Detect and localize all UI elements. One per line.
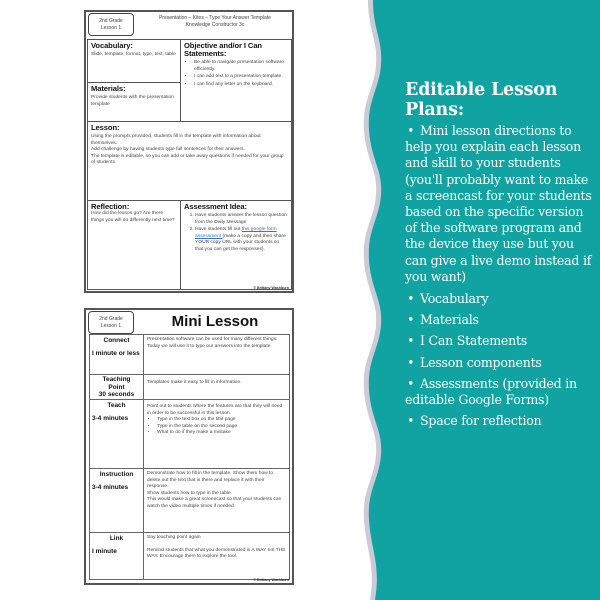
objective-section (180, 39, 292, 122)
reflection-text: How did the lesson go? Are there things you will do differently next time? (91, 211, 175, 223)
feature-label: I Can Statements (420, 333, 527, 349)
row-content: Presentation software can be used for many different things. Today we will use it to type our answers into the template. (147, 337, 278, 349)
lesson-heading: Lesson: (91, 123, 120, 132)
row-content (144, 469, 289, 532)
lesson-line: Add challenge by having students type full sentences for their answers. (91, 147, 245, 153)
row-content (144, 400, 289, 468)
assessment-list (184, 213, 288, 254)
feature-label: Assessments (provided in editable Google Forms) (405, 375, 577, 408)
materials-text: Provide students with the presentation template (91, 95, 174, 107)
objective-item: • Be able to navigate presentation software efficiently. (194, 60, 288, 73)
lesson-plan-header (138, 15, 292, 29)
bullet-icon: • (407, 123, 415, 138)
row-duration: 3-4 minutes (92, 483, 129, 491)
objective-item: • I can add text to a presentation template. (194, 74, 288, 81)
vocabulary-text: Slide, template, format, type, text, table (91, 52, 176, 57)
row-bullet: • Type in the table on the second page (157, 424, 286, 431)
row-bullets (147, 417, 286, 437)
lesson-line: The template is editable, so you can add or take away questions if needed for your group of students. (91, 153, 284, 166)
lesson-standard: Knowledge Constructor 3c (185, 22, 245, 28)
materials-heading: Materials: (91, 84, 126, 93)
grade-label: 2nd Grade (99, 316, 123, 322)
row-duration: 30 seconds (98, 391, 135, 398)
vocabulary-section (87, 39, 181, 83)
row-text: Demonstrate how to fill in the template. Show them how to delete out the text that is there and replace it with their response. (147, 471, 274, 490)
objective-item: • I can find any letter on the keyboard. (194, 82, 288, 89)
copyright: © Brittany Washburn (253, 578, 289, 582)
lesson-title: Presentation – Kites – Type Your Answer Template (159, 15, 271, 21)
row-label-cell (90, 469, 144, 532)
row-text: Remind students that what you demonstrated is A WAY not THE WAY. Encourage them to explore the tool. (147, 547, 286, 560)
materials-section (87, 82, 181, 122)
panel-intro (405, 123, 595, 285)
panel-content (405, 80, 595, 434)
row-label: Instruction (99, 471, 134, 478)
row-label: Connect (103, 337, 130, 344)
panel-title: Editable Lesson Plans: (405, 80, 558, 120)
table-row-connect (90, 335, 289, 375)
objective-list (184, 60, 288, 88)
grade-badge (88, 311, 134, 334)
row-text: This would make a great screencast so that your students can watch the video multiple times if needed. (147, 497, 282, 509)
copyright: © Brittany Washburn (253, 286, 289, 290)
lesson-line: Using the prompts provided, students fill in the template with information about themselves. (91, 134, 261, 146)
feature-label: Materials (420, 312, 479, 328)
bullet-icon: • (407, 291, 415, 307)
mini-lesson-table (89, 334, 290, 580)
table-row-teach (90, 400, 289, 469)
feature-item (405, 291, 595, 307)
table-row-link (90, 533, 289, 579)
row-content: Templates make it easy to fill in information. (147, 380, 242, 385)
google-form-link[interactable]: this google form assessment (195, 227, 277, 239)
mini-lesson-page (84, 308, 294, 585)
table-row-teaching-point (90, 375, 289, 400)
objective-heading: Objective and/or I Can Statements: (184, 41, 262, 58)
panel-intro-text: Mini lesson directions to help you explain each lesson and skill to your students (you'll probably want to make a screencast for your students based on the specific version of the software program and the device they use but you can give a live demo instead if you want) (405, 123, 592, 284)
lesson-number: Lesson 1 (100, 323, 122, 329)
table-row-instruction (90, 469, 289, 533)
reflection-heading: Reflection: (91, 202, 130, 211)
feature-item (405, 355, 595, 371)
bullet-icon: • (407, 375, 415, 391)
page-title: Mini Lesson (171, 313, 259, 330)
lesson-text (91, 134, 288, 167)
lesson-section (87, 121, 292, 201)
row-label-cell (90, 400, 144, 468)
row-label-cell (90, 375, 144, 399)
row-label: Link (109, 535, 124, 542)
bullet-icon: • (407, 312, 415, 328)
feature-label: Vocabulary (420, 291, 489, 307)
row-bullet: • Type in the text box on the title page (157, 417, 286, 424)
row-text: Point out to students where the features are that they will need in order to be successful in this lesson. (147, 404, 283, 416)
row-duration: I minute (92, 547, 117, 555)
grade-label: 2nd Grade (99, 18, 123, 24)
feature-label: Space for reflection (420, 413, 542, 429)
row-content (144, 533, 289, 579)
row-label-cell (90, 335, 144, 374)
vocabulary-heading: Vocabulary: (91, 41, 133, 50)
row-bullet: • What to do if they make a mistake (157, 430, 286, 437)
row-text: Show students how to type in the table. (147, 490, 233, 496)
lesson-number: Lesson 1 (100, 25, 122, 31)
assessment-text: (make a copy and then share YOUR copy URL with your students so that you can get the responses). (195, 233, 286, 252)
feature-item (405, 312, 595, 328)
panel-feature-list (405, 291, 595, 429)
reflection-section (87, 200, 181, 290)
bullet-icon: • (407, 333, 415, 349)
row-label-cell (90, 533, 144, 579)
row-duration: I minute or less (92, 349, 140, 357)
grade-badge (88, 13, 134, 36)
feature-label: Lesson components (420, 354, 542, 370)
assessment-text: Have students fill out (195, 227, 242, 233)
lesson-plan-page (84, 10, 294, 293)
assessment-item: 1. Have students answer the lesson question from the Daily Message (195, 213, 288, 226)
bullet-icon: • (407, 413, 415, 429)
assessment-section (180, 200, 292, 290)
row-duration: 3-4 minutes (92, 414, 129, 422)
assessment-item (195, 227, 288, 253)
row-label: Teach (107, 402, 126, 409)
feature-item (405, 413, 595, 429)
assessment-heading: Assessment Idea: (184, 202, 247, 211)
feature-item (405, 333, 595, 349)
bullet-icon: • (407, 354, 415, 370)
feature-item (405, 376, 595, 408)
row-text: Say teaching point again (147, 535, 201, 540)
row-label: Teaching Point (102, 376, 131, 391)
